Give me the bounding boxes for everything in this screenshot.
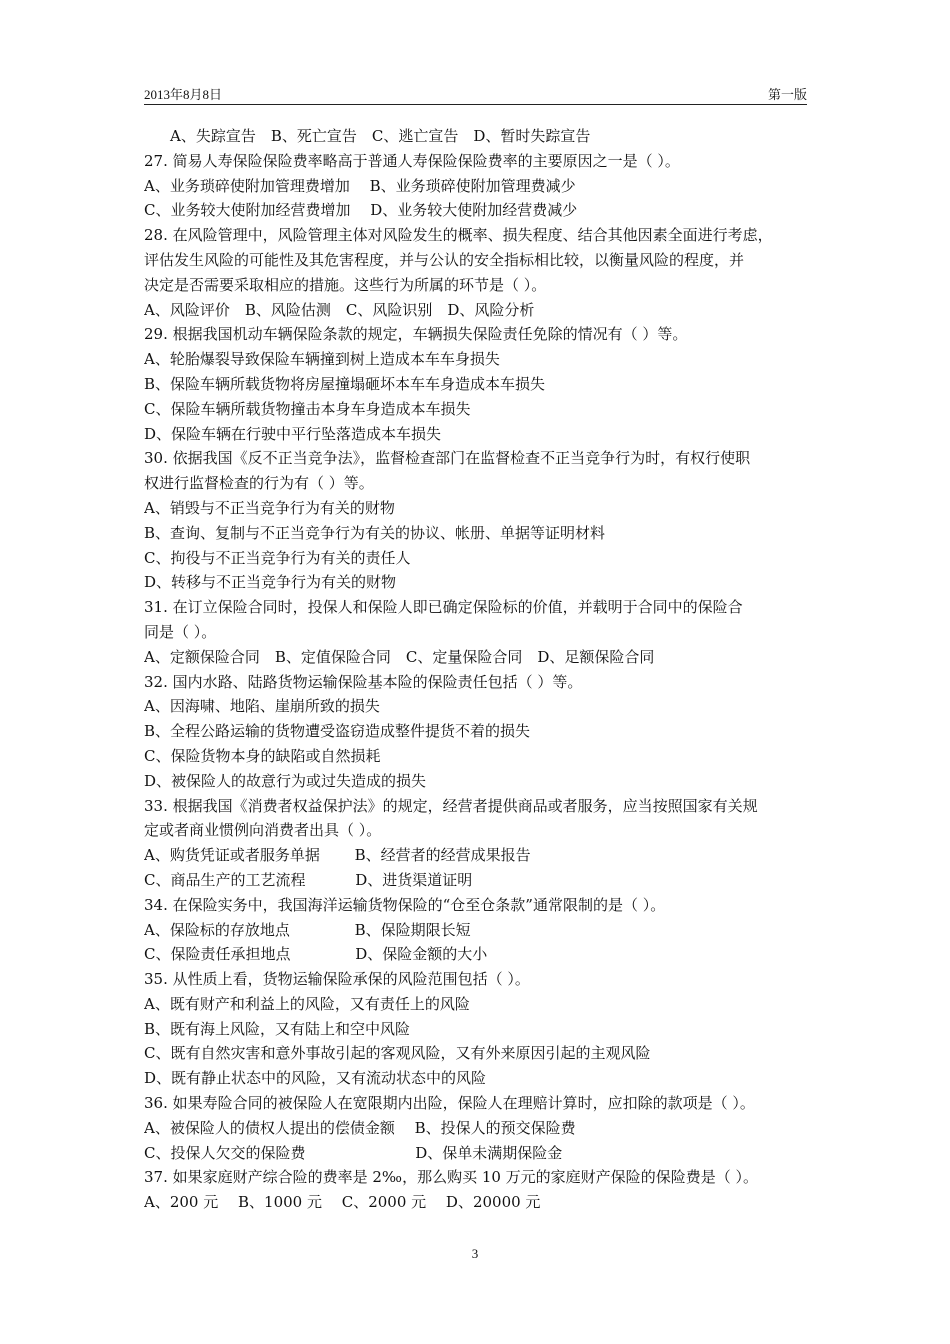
text-line: C、既有自然灾害和意外事故引起的客观风险，又有外来原因引起的主观风险	[144, 1044, 651, 1063]
page-number: 3	[471, 1246, 479, 1261]
text-line: A、被保险人的债权人提出的偿债金额 B、投保人的预交保险费	[144, 1118, 576, 1137]
text-line: C、商品生产的工艺流程 D、进货渠道证明	[144, 870, 473, 889]
question-34: 34. 在保险实务中，我国海洋运输货物保险的“仓至仓条款”通常限制的是（ ）。	[144, 895, 666, 914]
text-line: D、转移与不正当竞争行为有关的财物	[144, 573, 397, 592]
text-line: A、业务琐碎使附加管理费增加 B、业务琐碎使附加管理费减少	[144, 176, 576, 195]
text-line: A、失踪宣告 B、死亡宣告 C、逃亡宣告 D、暂时失踪宣告	[170, 127, 591, 145]
document-body	[144, 124, 816, 1215]
text-line: A、轮胎爆裂导致保险车辆撞到树上造成本车车身损失	[144, 350, 500, 369]
text-line: A、购货凭证或者服务单据 B、经营者的经营成果报告	[144, 846, 531, 865]
text-line: 权进行监督检查的行为有（ ）等。	[144, 474, 374, 493]
text-line: C、投保人欠交的保险费 D、保单未满期保险金	[144, 1143, 563, 1162]
text-line: A、保险标的存放地点 B、保险期限长短	[144, 920, 471, 939]
header-date: 2013年8月8日	[144, 87, 223, 102]
text-line: 同是（ ）。	[144, 622, 217, 641]
question-27: 27. 简易人寿保险保险费率略高于普通人寿保险保险费率的主要原因之一是（ ）。	[144, 151, 680, 170]
text-line: A、因海啸、地陷、崖崩所致的损失	[144, 697, 380, 716]
question-37: 37. 如果家庭财产综合险的费率是 2‰，那么购买 10 万元的家庭财产保险的保险费是（ ）。	[144, 1168, 758, 1187]
text-line: C、业务较大使附加经营费增加 D、业务较大使附加经营费减少	[144, 201, 578, 220]
text-line: B、查询、复制与不正当竞争行为有关的协议、帐册、单据等证明材料	[144, 523, 606, 542]
question-35: 35. 从性质上看，货物运输保险承保的风险范围包括（ ）。	[144, 970, 530, 989]
text-line: A、200 元 B、1000 元 C、2000 元 D、20000 元	[144, 1193, 541, 1212]
text-line: C、保险责任承担地点 D、保险金额的大小	[144, 945, 488, 964]
header-edition: 第一版	[767, 87, 807, 102]
text-line: C、保险车辆所载货物撞击本身车身造成本车损失	[144, 399, 471, 418]
text-line: C、保险货物本身的缺陷或自然损耗	[144, 746, 381, 765]
question-33: 33. 根据我国《消费者权益保护法》的规定，经营者提供商品或者服务，应当按照国家有关规	[144, 796, 758, 815]
question-28: 28. 在风险管理中，风险管理主体对风险发生的概率、损失程度、结合其他因素全面进行考虑，	[144, 226, 773, 245]
text-line: A、既有财产和利益上的风险，又有责任上的风险	[144, 994, 470, 1013]
text-line: 评估发生风险的可能性及其危害程度，并与公认的安全指标相比较，以衡量风险的程度，并	[144, 250, 745, 269]
text-line: B、既有海上风险，又有陆上和空中风险	[144, 1019, 411, 1038]
text-line: D、既有静止状态中的风险，又有流动状态中的风险	[144, 1069, 487, 1088]
text-line: C、拘役与不正当竞争行为有关的责任人	[144, 548, 411, 567]
text-line: A、风险评价 B、风险估测 C、风险识别 D、风险分析	[144, 300, 535, 319]
question-36: 36. 如果寿险合同的被保险人在宽限期内出险，保险人在理赔计算时，应扣除的款项是（ ）。	[144, 1094, 755, 1113]
text-line: A、定额保险合同 B、定值保险合同 C、定量保险合同 D、足额保险合同	[144, 647, 655, 666]
text-line: B、保险车辆所载货物将房屋撞塌砸坏本车车身造成本车损失	[144, 374, 546, 393]
page-header	[144, 82, 807, 105]
text-line: A、销毁与不正当竞争行为有关的财物	[144, 498, 395, 517]
question-31: 31. 在订立保险合同时，投保人和保险人即已确定保险标的价值，并载明于合同中的保险合	[144, 598, 743, 617]
question-30: 30. 依据我国《反不正当竞争法》，监督检查部门在监督检查不正当竞争行为时，有权行使职	[144, 449, 751, 468]
text-line: D、被保险人的故意行为或过失造成的损失	[144, 771, 427, 790]
text-line: 定或者商业惯例向消费者出具（ ）。	[144, 821, 382, 840]
text-line: B、全程公路运输的货物遭受盗窃造成整件提货不着的损失	[144, 722, 531, 741]
text-line: 决定是否需要采取相应的措施。这些行为所属的环节是（ ）。	[144, 275, 547, 294]
text-line: D、保险车辆在行驶中平行坠落造成本车损失	[144, 424, 442, 443]
question-29: 29. 根据我国机动车辆保险条款的规定，车辆损失保险责任免除的情况有（ ）等。	[144, 325, 688, 344]
question-32: 32. 国内水路、陆路货物运输保险基本险的保险责任包括（ ）等。	[144, 672, 583, 691]
